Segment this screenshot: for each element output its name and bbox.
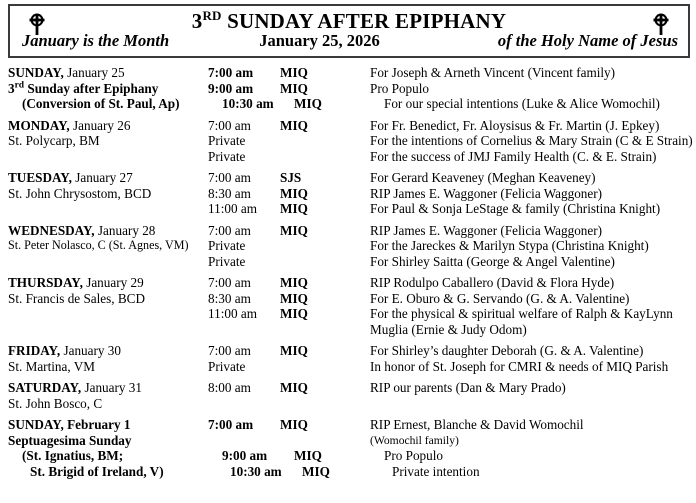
day-label-cell — [8, 170, 208, 186]
day-label-cell — [8, 433, 208, 449]
mass-intention: RIP our parents (Dan & Mary Prado) — [370, 380, 566, 395]
day-name: Septuagesima Sunday — [8, 432, 132, 448]
mass-time: 8:30 am — [208, 290, 251, 306]
location-code: MIQ — [280, 380, 308, 395]
mass-time: Private — [208, 238, 246, 253]
day-label-cell — [8, 118, 208, 134]
day-date-or-feast: January 29 — [82, 275, 144, 290]
location-code: MIQ — [294, 448, 322, 463]
location-code: MIQ — [280, 417, 308, 432]
day-date-or-feast: January 27 — [71, 170, 133, 185]
location-code: MIQ — [280, 201, 308, 216]
schedule-row — [8, 417, 690, 433]
mass-time: Private — [208, 253, 246, 269]
location-code: MIQ — [280, 80, 308, 96]
location-code: MIQ — [280, 275, 308, 290]
schedule-row — [8, 464, 690, 480]
mass-time: 9:00 am — [208, 80, 254, 96]
mass-intention: For Shirley’s daughter Deborah (G. & A. Valentine) — [370, 343, 644, 358]
mass-intention: For our special intentions (Luke & Alice Womochil) — [384, 96, 660, 111]
day-label-cell — [8, 359, 208, 375]
mass-schedule — [0, 65, 696, 479]
day-date-or-feast: January 26 — [69, 117, 131, 133]
location-code: MIQ — [280, 117, 308, 133]
mass-time: 7:00 am — [208, 417, 254, 432]
day-date-or-feast: St. Polycarp, BM — [8, 133, 100, 148]
day-block — [8, 223, 690, 270]
day-label-cell — [8, 396, 208, 412]
banner-subtitle-row — [18, 31, 680, 55]
day-label-cell — [8, 65, 208, 81]
day-date-or-feast: St. Francis de Sales, BCD — [8, 290, 146, 306]
title-ordinal-suffix: RD — [202, 8, 222, 23]
day-label-cell — [8, 81, 208, 97]
day-name: TUESDAY, — [8, 170, 72, 185]
day-date-or-feast: St. John Chrysostom, BCD — [8, 185, 152, 201]
schedule-row — [8, 380, 690, 396]
mass-time: 11:00 am — [208, 306, 257, 321]
day-label-cell — [8, 380, 208, 396]
schedule-row — [8, 343, 690, 359]
day-date-or-feast: January 30 — [60, 343, 121, 358]
day-label-cell — [8, 238, 208, 254]
mass-time: 10:30 am — [230, 463, 282, 479]
location-code: SJS — [280, 170, 302, 185]
day-label-cell — [8, 448, 222, 464]
day-date-or-feast: January 31 — [81, 380, 142, 395]
location-code: MIQ — [280, 290, 308, 306]
schedule-row — [8, 223, 690, 239]
day-date-or-feast: January 25 — [63, 65, 125, 80]
day-label-cell — [8, 223, 208, 239]
mass-time: 7:00 am — [208, 170, 251, 185]
day-label-cell — [8, 96, 222, 112]
mass-time: 8:30 am — [208, 185, 251, 201]
mass-intention: RIP Ernest, Blanche & David Womochil — [370, 417, 584, 432]
mass-time: 7:00 am — [208, 222, 251, 238]
schedule-row — [8, 359, 690, 375]
mass-time: 7:00 am — [208, 343, 251, 358]
schedule-row — [8, 254, 690, 270]
day-label-cell — [8, 343, 208, 359]
schedule-row — [8, 118, 690, 134]
mass-time: 7:00 am — [208, 65, 254, 80]
mass-time: Private — [208, 133, 246, 148]
mass-intention: For the physical & spiritual welfare of Ralph & KayLynn — [370, 306, 673, 321]
day-block — [8, 417, 690, 479]
day-label-cell — [8, 275, 208, 291]
day-name: (Conversion of St. Paul, Ap) — [22, 96, 180, 111]
location-code: MIQ — [280, 222, 308, 238]
day-name: SUNDAY, February 1 — [8, 417, 131, 432]
day-block — [8, 170, 690, 217]
schedule-row — [8, 396, 690, 412]
mass-intention: For the Jareckes & Marilyn Stypa (Christina Knight) — [370, 238, 649, 253]
mass-intention: Muglia (Ernie & Judy Odom) — [370, 321, 527, 337]
mass-intention: For E. Oburo & G. Servando (G. & A. Valentine) — [370, 290, 630, 306]
day-name: WEDNESDAY, — [8, 222, 95, 238]
mass-intention: For the success of JMJ Family Health (C. & E. Strain) — [370, 148, 657, 164]
day-date-or-feast: St. Peter Nolasco, C (St. Agnes, VM) — [8, 238, 189, 252]
mass-intention: For Shirley Saitta (George & Angel Valentine) — [370, 253, 615, 269]
day-name: 3 — [8, 80, 15, 96]
mass-intention: For Fr. Benedict, Fr. Aloysisus & Fr. Martin (J. Epkey) — [370, 117, 660, 133]
day-block — [8, 380, 690, 411]
schedule-row — [8, 306, 690, 322]
day-label-cell — [8, 464, 230, 480]
location-code: MIQ — [280, 343, 308, 358]
mass-intention: RIP James E. Waggoner (Felicia Waggoner) — [370, 185, 603, 201]
day-block — [8, 343, 690, 374]
ordinal-suffix: rd — [14, 80, 25, 91]
schedule-row — [8, 149, 690, 165]
mass-time: 11:00 am — [208, 201, 257, 216]
schedule-row — [8, 448, 690, 464]
day-label-cell — [8, 417, 208, 433]
mass-time: Private — [208, 358, 246, 374]
mass-time: 8:00 am — [208, 380, 251, 395]
schedule-row — [8, 170, 690, 186]
day-name: THURSDAY, — [8, 275, 83, 290]
schedule-row — [8, 238, 690, 254]
day-date-or-feast: St. Martina, VM — [8, 358, 95, 374]
schedule-row — [8, 186, 690, 202]
title-number: 3 — [191, 9, 203, 33]
mass-intention: For Gerard Keaveney (Meghan Keaveney) — [370, 170, 596, 185]
feast-name: Sunday after Epiphany — [24, 80, 159, 96]
day-name: (St. Ignatius, BM; — [22, 448, 124, 463]
mass-intention: RIP Rodulpo Caballero (David & Flora Hyde) — [370, 275, 615, 290]
location-code: MIQ — [294, 96, 322, 111]
schedule-row — [8, 65, 690, 81]
mass-intention: For Joseph & Arneth Vincent (Vincent family) — [370, 65, 616, 80]
mass-time: 7:00 am — [208, 275, 251, 290]
schedule-row — [8, 433, 690, 449]
mass-time: 7:00 am — [208, 117, 251, 133]
mass-intention: (Womochil family) — [370, 433, 459, 447]
mass-intention: For Paul & Sonja LeStage & family (Christina Knight) — [370, 201, 661, 216]
day-name: FRIDAY, — [8, 343, 61, 358]
mass-intention: For the intentions of Cornelius & Mary Strain (C & E Strain) — [370, 133, 693, 148]
month-dedication-prefix: January is the Month — [22, 31, 170, 50]
location-code: MIQ — [280, 65, 308, 80]
mass-time: Private — [208, 148, 246, 164]
bulletin-date: January 25, 2026 — [259, 31, 380, 50]
mass-intention: In honor of St. Joseph for CMRI & needs of MIQ Parish — [370, 358, 669, 374]
day-name: SATURDAY, — [8, 380, 82, 395]
day-date-or-feast: St. John Bosco, C — [8, 395, 103, 411]
location-code: MIQ — [280, 185, 308, 201]
day-block — [8, 117, 693, 165]
header-banner — [8, 4, 690, 58]
month-dedication-suffix: of the Holy Name of Jesus — [497, 31, 678, 50]
schedule-row — [8, 133, 693, 149]
location-code: MIQ — [302, 463, 330, 479]
day-block — [8, 275, 690, 337]
mass-intention: Private intention — [392, 463, 480, 479]
schedule-row — [8, 291, 690, 307]
day-date-or-feast: January 28 — [94, 222, 156, 238]
day-label-cell — [8, 186, 208, 202]
location-code: MIQ — [280, 306, 308, 321]
day-name: SUNDAY, — [8, 65, 64, 80]
title-rest: SUNDAY AFTER EPIPHANY — [221, 9, 507, 33]
mass-intention: Pro Populo — [370, 80, 429, 96]
mass-time: 9:00 am — [222, 448, 268, 463]
schedule-row — [8, 275, 690, 291]
schedule-row — [8, 322, 690, 338]
day-name: St. Brigid of Ireland, V) — [30, 463, 164, 479]
day-label-cell — [8, 133, 208, 149]
day-block — [8, 65, 690, 112]
day-label-cell — [8, 291, 208, 307]
mass-intention: Pro Populo — [384, 448, 443, 463]
mass-time: 10:30 am — [222, 96, 274, 111]
day-name: MONDAY, — [8, 117, 70, 133]
mass-intention: RIP James E. Waggoner (Felicia Waggoner) — [370, 222, 603, 238]
schedule-row — [8, 201, 690, 217]
schedule-row — [8, 81, 690, 97]
schedule-row — [8, 96, 690, 112]
